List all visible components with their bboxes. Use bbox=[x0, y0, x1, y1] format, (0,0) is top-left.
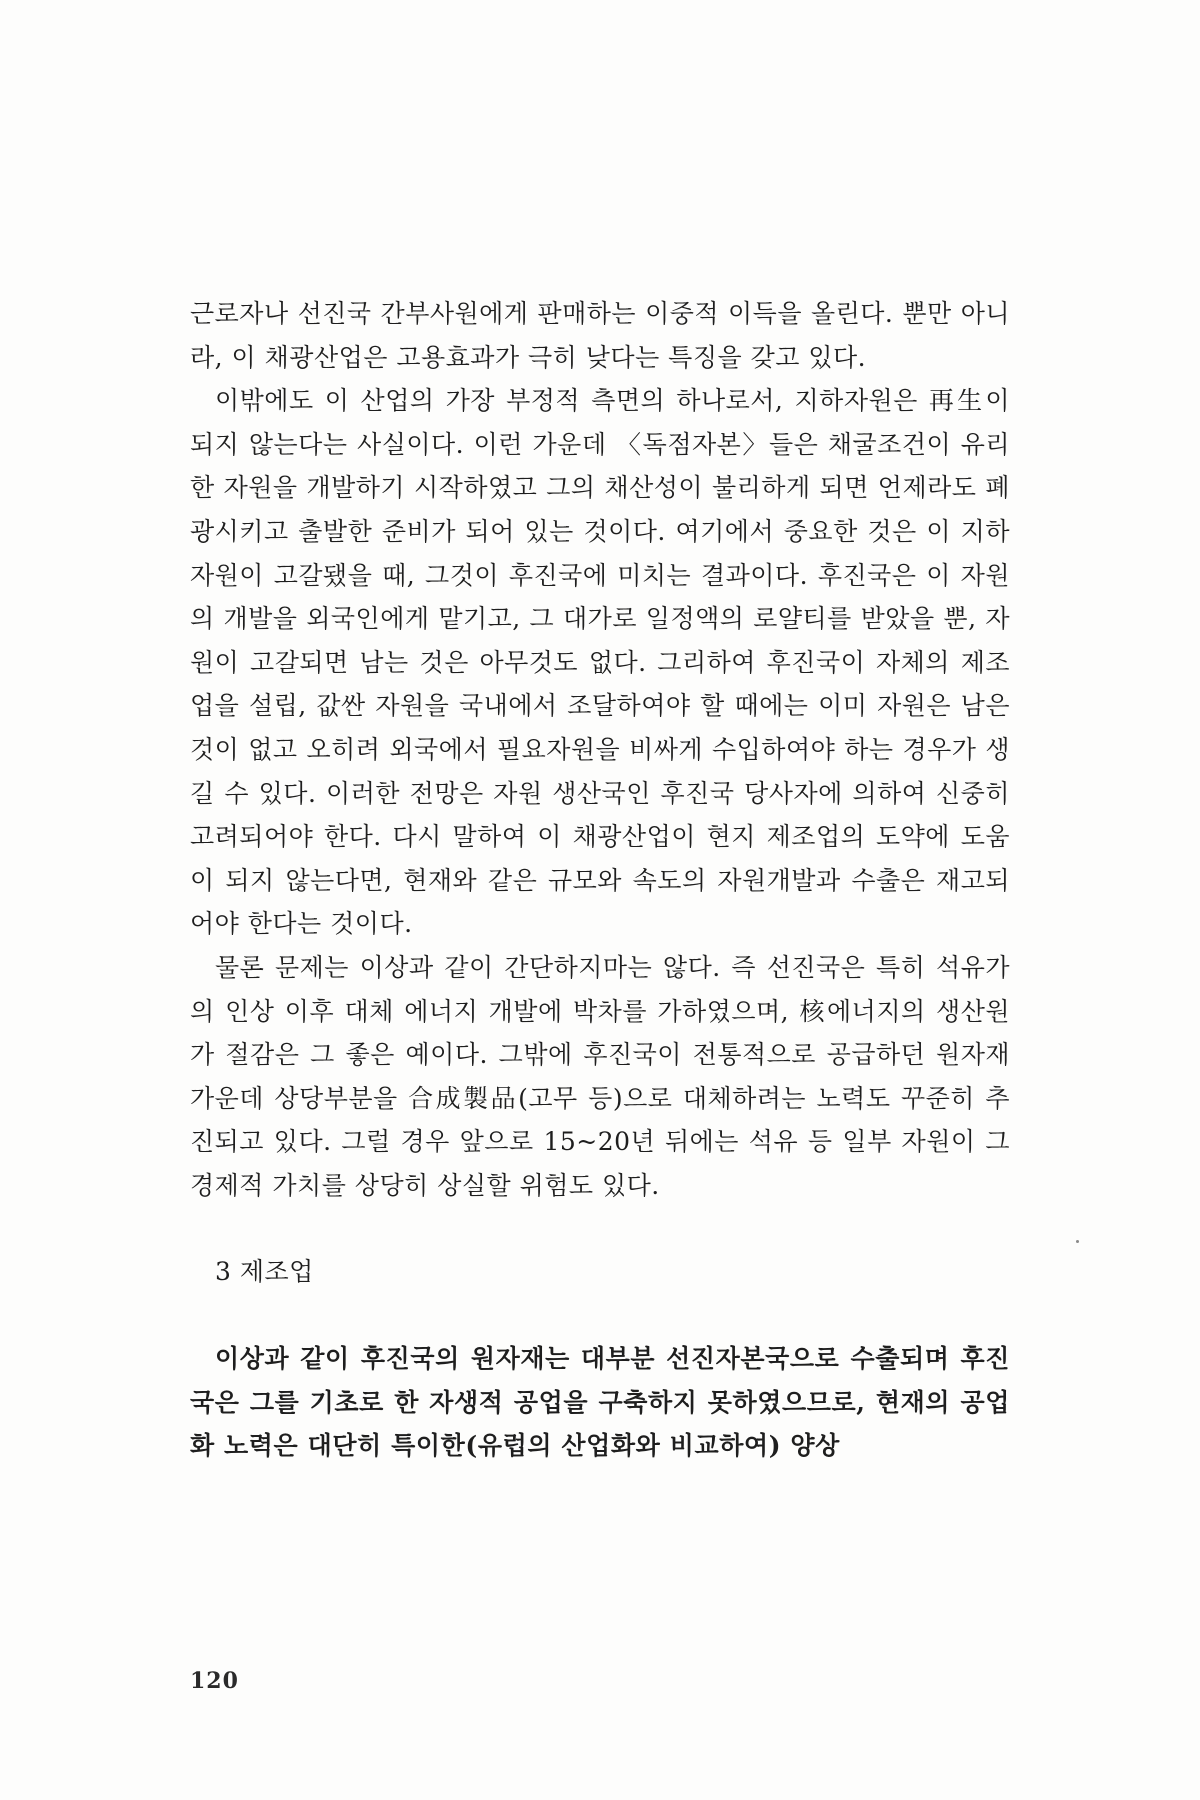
page-number: 120 bbox=[190, 1668, 239, 1694]
paragraph-nonrenewable-resources: 이밖에도 이 산업의 가장 부정적 측면의 하나로서, 지하자원은 再生이 되지 않는다는 사실이다. 이런 가운데 〈독점자본〉들은 채굴조건이 유리한 자원을 개발하기 시작하였고 그의 채산성이 불리하게 되면 언제라도 폐광시키고 출발한 준비가 되어 있는 것이다. 여기에서 중요한 것은 이 지하자원이 고갈됐을 때, 그것이 후진국에 미치는 결과이다. 후진국은 이 자원의 개발을 외국인에게 맡기고, 그 대가로 일정액의 로얄티를 받았을 뿐, 자원이 고갈되면 남는 것은 아무것도 없다. 그리하여 후진국이 자체의 제조업을 설립, 값싼 자원을 국내에서 조달하여야 할 때에는 이미 자원은 남은 것이 없고 오히려 외국에서 필요자원을 비싸게 수입하여야 하는 경우가 생길 수 있다. 이러한 전망은 자원 생산국인 후진국 당사자에 의하여 신중히 고려되어야 한다. 다시 말하여 이 채광산업이 현지 제조업의 도약에 도움이 되지 않는다면, 현재와 같은 규모와 속도의 자원개발과 수출은 재고되어야 한다는 것이다. bbox=[190, 386, 1010, 939]
paragraph-alternative-energy: 물론 문제는 이상과 같이 간단하지마는 않다. 즉 선진국은 특히 석유가의 인상 이후 대체 에너지 개발에 박차를 가하였으며, 核에너지의 생산원가 절감은 그 좋은 예이다. 그밖에 후진국이 전통적으로 공급하던 원자재 가운데 상당부분을 合成製品(고무 등)으로 대체하려는 노력도 꾸준히 추진되고 있다. 그럴 경우 앞으로 15~20년 뒤에는 석유 등 일부 자원이 그 경제적 가치를 상당히 상실할 위험도 있다. bbox=[190, 952, 1010, 1200]
paragraph-manufacturing: 이상과 같이 후진국의 원자재는 대부분 선진자본국으로 수출되며 후진국은 그를 기초로 한 자생적 공업을 구축하지 못하였으므로, 현재의 공업화 노력은 대단히 특이한(유럽의 산업화와 비교하여) 양상 bbox=[190, 1344, 1010, 1461]
paragraph-continuation: 근로자나 선진국 간부사원에게 판매하는 이중적 이득을 올린다. 뿐만 아니라, 이 채광산업은 고용효과가 극히 낮다는 특징을 갖고 있다. bbox=[190, 299, 1010, 372]
print-speck bbox=[1076, 1240, 1079, 1243]
section-heading: 3 제조업 bbox=[215, 1257, 314, 1287]
body-text bbox=[190, 292, 1010, 1468]
